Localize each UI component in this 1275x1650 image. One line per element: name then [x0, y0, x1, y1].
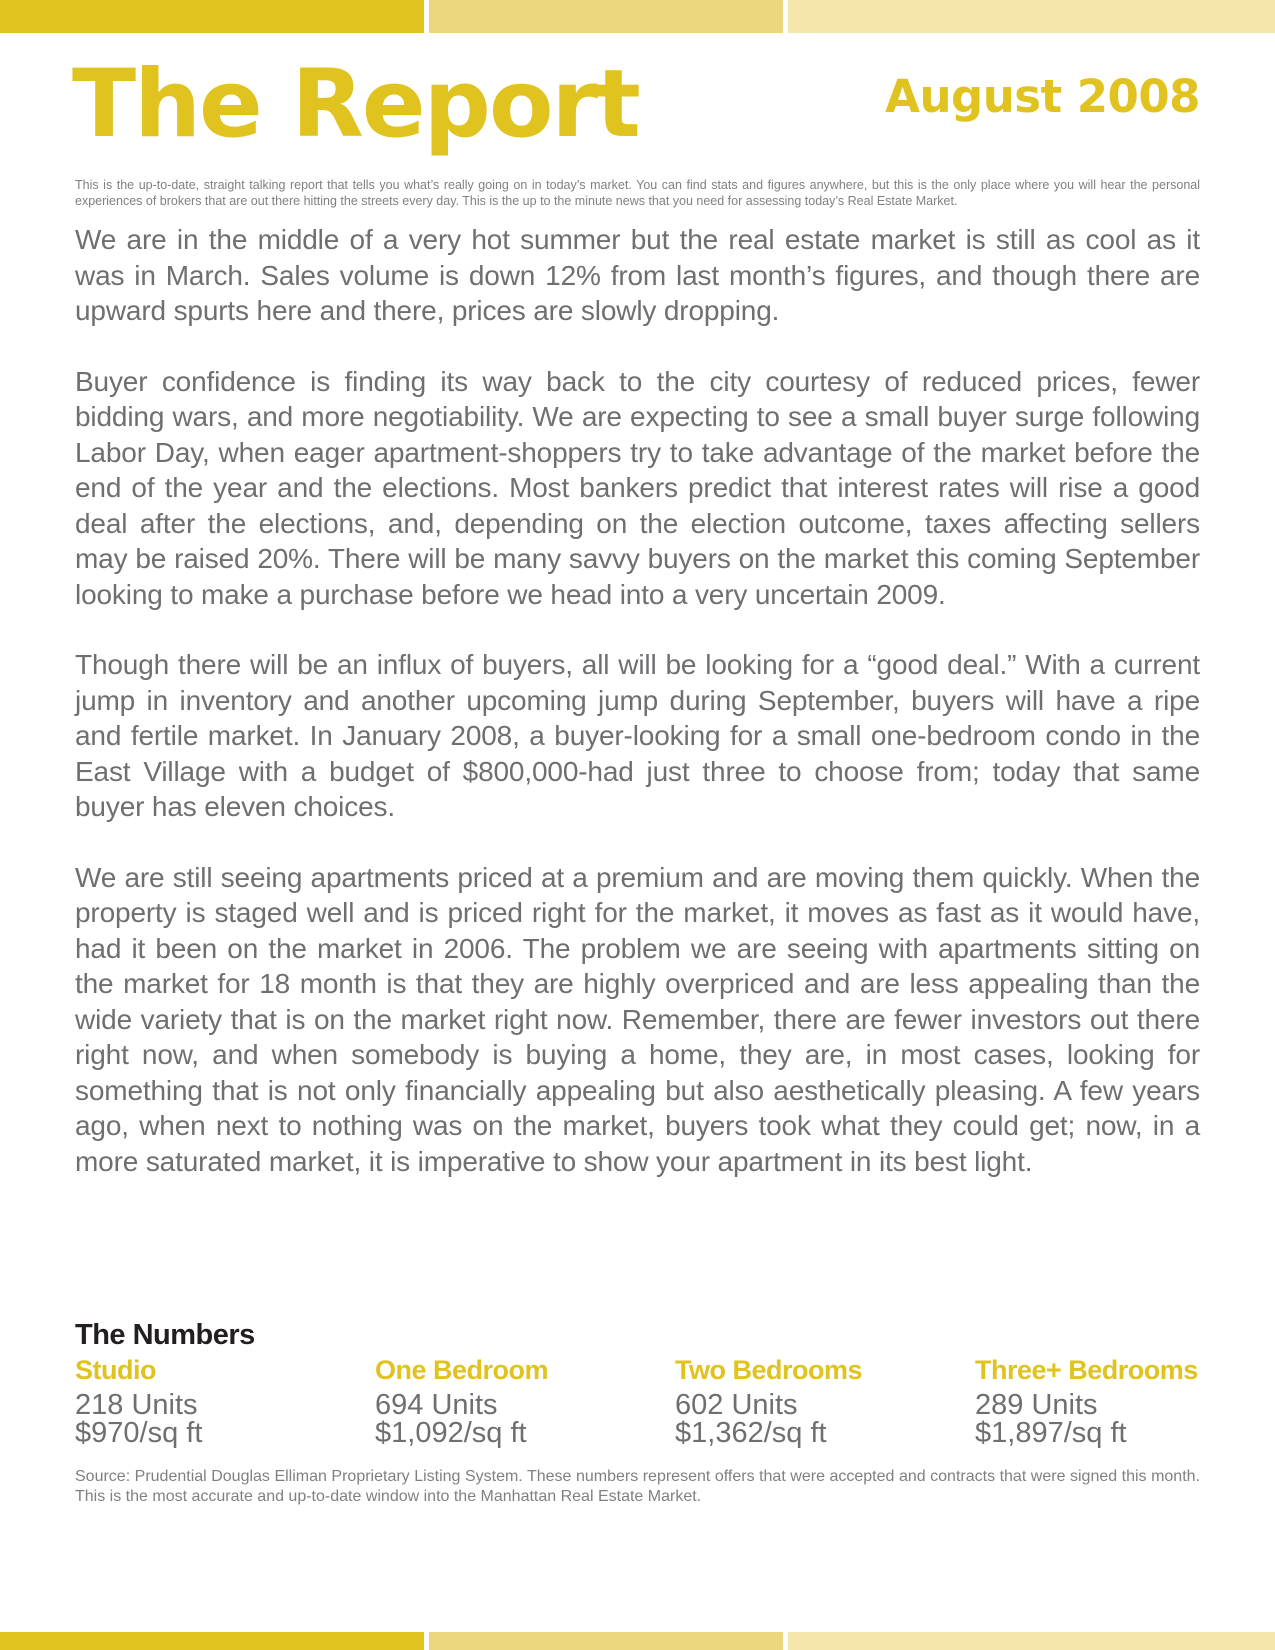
column-price: $1,092/sq ft — [375, 1417, 527, 1449]
column-label: One Bedroom — [375, 1355, 549, 1385]
column-label: Two Bedrooms — [675, 1355, 863, 1385]
column-price: $1,362/sq ft — [675, 1417, 827, 1449]
bottom-bar-segment-mid — [429, 1632, 783, 1650]
column-label: Studio — [75, 1355, 156, 1385]
article-paragraph: Buyer confidence is finding its way back to the city courtesy of reduced prices, fewer bidding wars, and more negotiability. We are expecting to see a small buyer surge following Labor Day, when eager apartment-shoppers try to take advantage of the market before the end of the year and the elections. Most bankers predict that interest rates will rise a good deal after the elections, and, depending on the election outcome, taxes affecting sellers may be raised 20%. There will be many savvy buyers on the market this coming September looking to make a purchase before we head into a very uncertain 2009. — [75, 365, 1200, 610]
numbers-column-studio — [75, 1354, 375, 1447]
column-units: 602 Units — [675, 1389, 798, 1421]
numbers-column-two-bedrooms — [675, 1354, 975, 1447]
source-note: Source: Prudential Douglas Elliman Proprietary Listing System. These numbers represent offers that were accepted and contracts that were signed this month. This is the most accurate and up-to-date window into the Manhattan Real Estate Market. — [75, 1468, 1200, 1505]
column-price: $970/sq ft — [75, 1417, 203, 1449]
intro-text: This is the up-to-date, straight talking report that tells you what’s really going on in today’s market. You can find stats and figures anywhere, but this is the only place where you will hear the personal experiences of brokers that are out there hitting the streets every day. This is the up to the minute news that you need for assessing today’s Real Estate Market. — [75, 178, 1200, 208]
page-title: The Report — [72, 50, 639, 159]
top-color-bar — [0, 0, 1275, 33]
numbers-heading: The Numbers — [75, 1319, 255, 1351]
numbers-column-one-bedroom — [375, 1354, 675, 1447]
column-units: 218 Units — [75, 1389, 198, 1421]
article-paragraph: Though there will be an influx of buyers, all will be looking for a “good deal.” With a current jump in inventory and another upcoming jump during September, buyers will have a ripe and fertile market. In January 2008, a buyer-looking for a small one-bedroom condo in the East Village with a budget of $800,000-had just three to choose from; today that same buyer has eleven choices. — [75, 649, 1200, 822]
report-date: August 2008 — [885, 70, 1200, 123]
column-units: 289 Units — [975, 1389, 1098, 1421]
numbers-column-three-plus-bedrooms — [975, 1354, 1200, 1447]
column-label: Three+ Bedrooms — [975, 1355, 1198, 1385]
article-paragraph: We are still seeing apartments priced at a premium and are moving them quickly. When the property is staged well and is priced right for the market, it moves as fast as it would have, had it been on the market in 2006. The problem we are seeing with apartments sitting on the market for 18 month is that they are highly overpriced and are less appealing than the wide variety that is on the market right now. Remember, there are fewer investors out there right now, and when somebody is buying a home, they are, in most cases, looking for something that is not only financially appealing but also aesthetically pleasing. A few years ago, when next to nothing was on the market, buyers took what they could get; now, in a more saturated market, it is imperative to show your apartment in its best light. — [75, 861, 1200, 1177]
column-units: 694 Units — [375, 1389, 498, 1421]
bottom-bar-segment-dark — [0, 1632, 424, 1650]
top-bar-segment-dark — [0, 0, 424, 33]
top-bar-segment-light — [788, 0, 1275, 33]
bottom-color-bar — [0, 1632, 1275, 1650]
top-bar-segment-mid — [429, 0, 783, 33]
column-price: $1,897/sq ft — [975, 1417, 1127, 1449]
article-body — [75, 222, 1200, 1214]
numbers-columns — [75, 1354, 1200, 1447]
bottom-bar-segment-light — [788, 1632, 1275, 1650]
article-paragraph: We are in the middle of a very hot summer but the real estate market is still as cool as it was in March. Sales volume is down 12% from last month’s figures, and though there are upward spurts here and there, prices are slowly dropping. — [75, 224, 1200, 326]
numbers-section — [75, 1318, 1200, 1447]
